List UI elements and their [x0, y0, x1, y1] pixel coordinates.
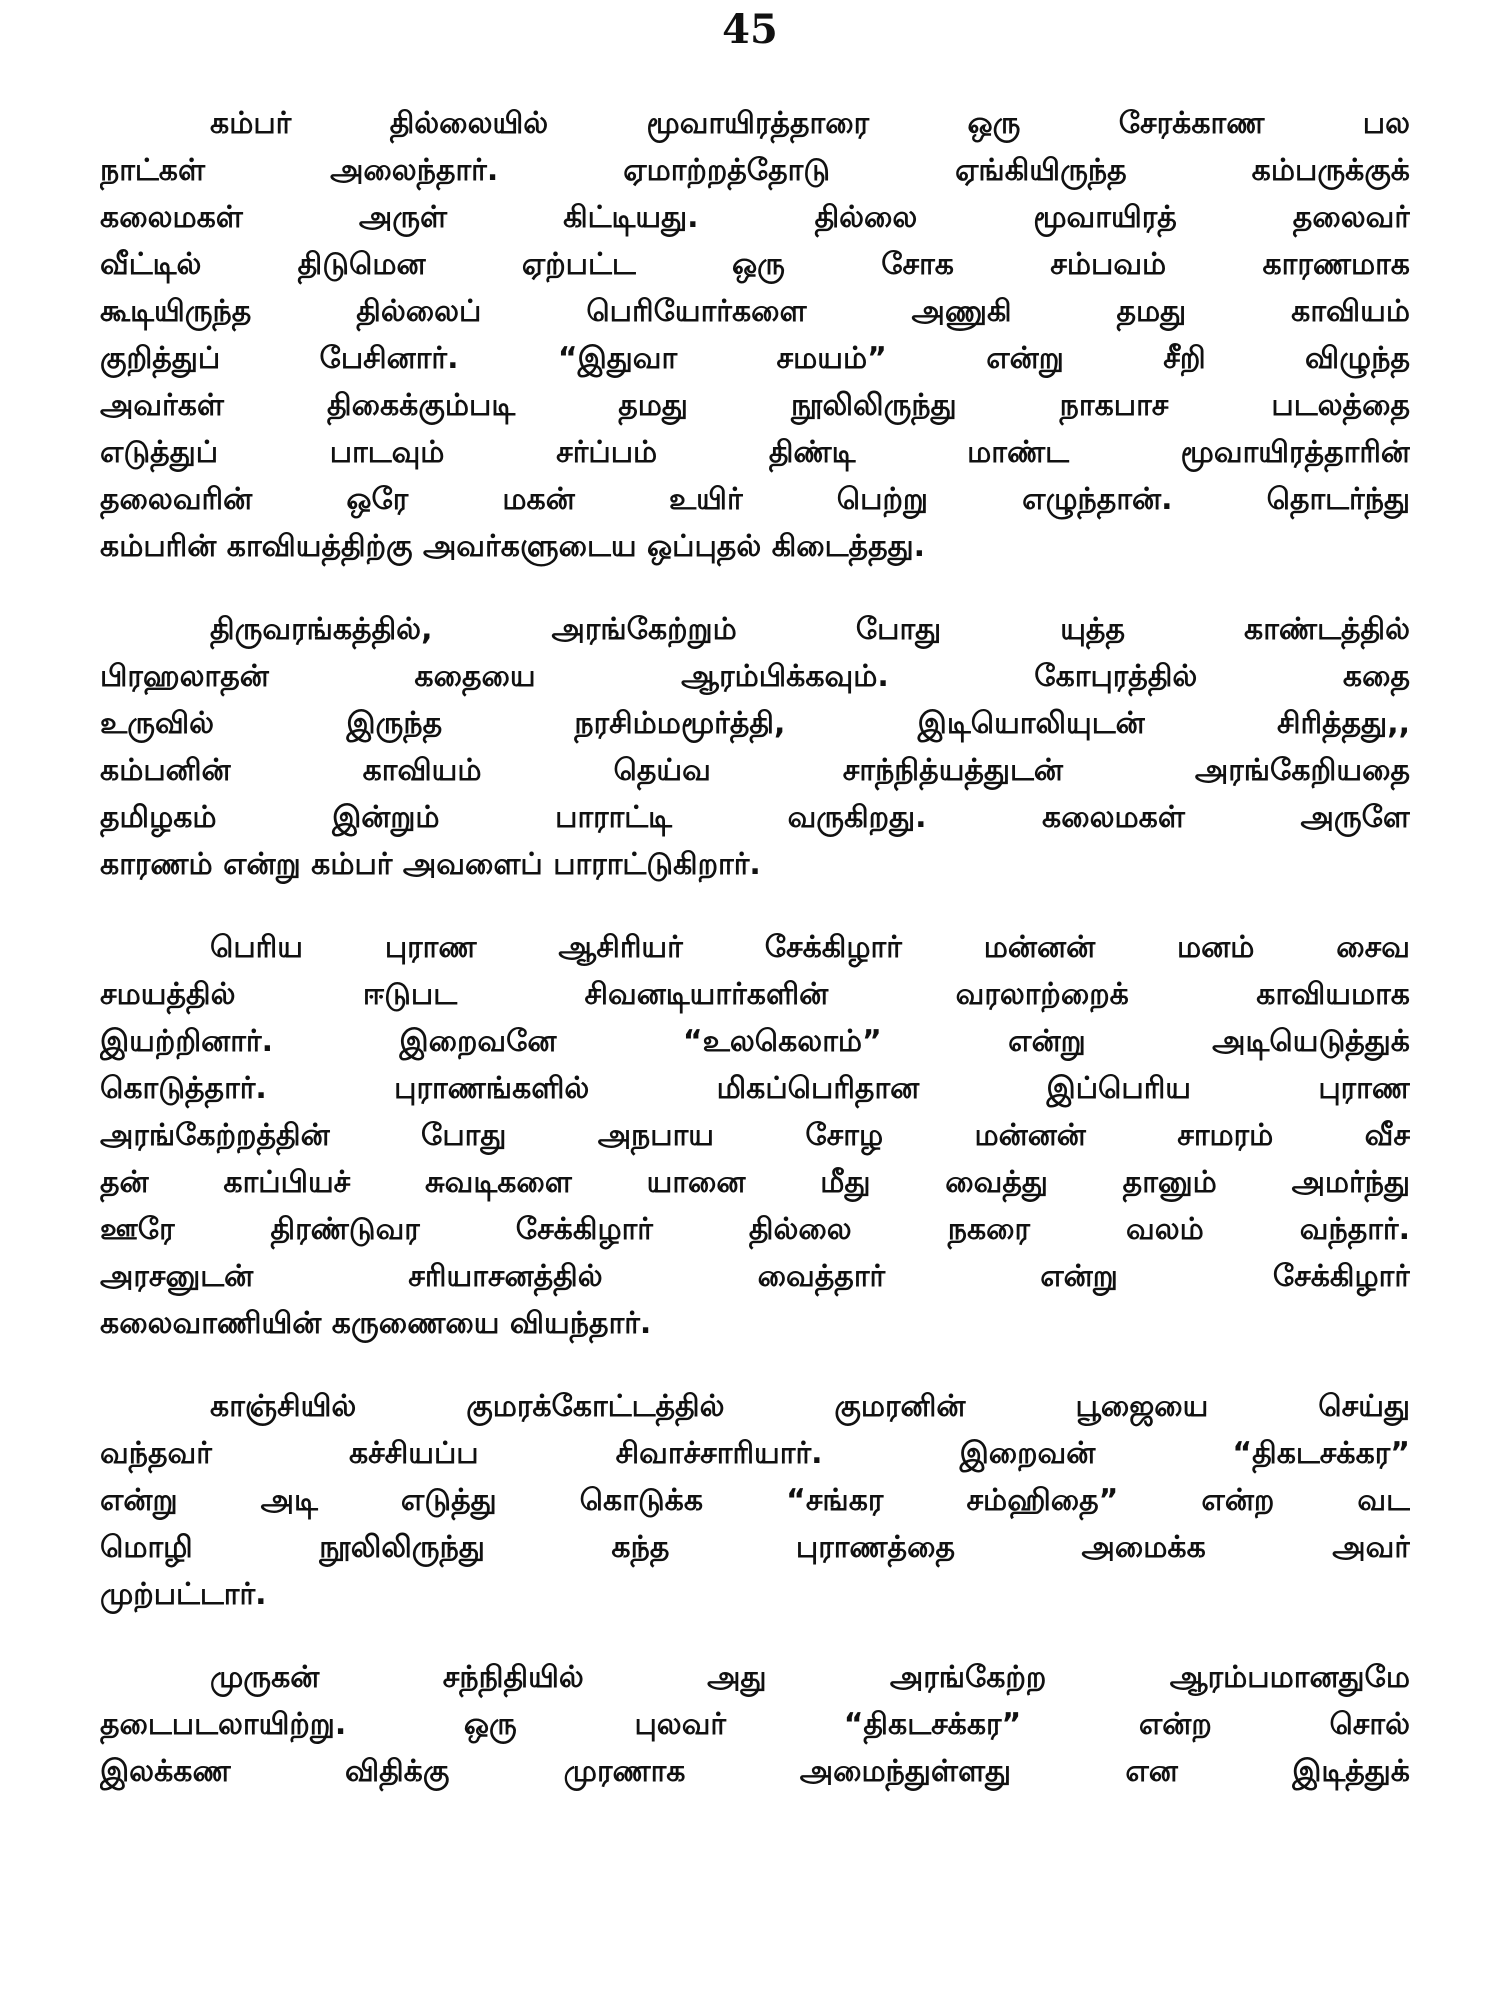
text-line: அவர்கள் திகைக்கும்படி தமது நூலிலிருந்து நாகபாச படலத்தை [100, 388, 1410, 423]
text-line: தலைவரின் ஒரே மகன் உயிர் பெற்று எழுந்தான். தொடர்ந்து [100, 482, 1410, 517]
text-line: காஞ்சியில் குமரக்கோட்டத்தில் குமரனின் பூஜையை செய்து [210, 1389, 1410, 1424]
text-line: கலைவாணியின் கருணையை வியந்தார். [100, 1306, 652, 1341]
text-line: கம்பரின் காவியத்திற்கு அவர்களுடைய ஒப்புதல் கிடைத்தது. [100, 529, 926, 564]
text-line: கம்பர் தில்லையில் மூவாயிரத்தாரை ஒரு சேரக்காண பல [210, 106, 1410, 141]
paragraph [100, 606, 1410, 888]
text-line: சமயத்தில் ஈடுபட சிவனடியார்களின் வரலாற்றைக் காவியமாக [100, 977, 1410, 1012]
text-line: முற்பட்டார். [100, 1577, 267, 1612]
text-line: வீட்டில் திடுமென ஏற்பட்ட ஒரு சோக சம்பவம் காரணமாக [100, 247, 1410, 282]
text-line: திருவரங்கத்தில், அரங்கேற்றும் போது யுத்த காண்டத்தில் [210, 612, 1410, 647]
text-line: பிரஹலாதன் கதையை ஆரம்பிக்கவும். கோபுரத்தில் கதை [100, 659, 1410, 694]
text-line: அரங்கேற்றத்தின் போது அநபாய சோழ மன்னன் சாமரம் வீச [100, 1118, 1410, 1153]
text-line: தடைபடலாயிற்று. ஒரு புலவர் “திகடசக்கர” என்ற சொல் [100, 1707, 1410, 1742]
text-line: இலக்கண விதிக்கு முரணாக அமைந்துள்ளது என இடித்துக் [100, 1754, 1410, 1789]
text-line: கம்பனின் காவியம் தெய்வ சாந்நித்யத்துடன் அரங்கேறியதை [100, 753, 1410, 788]
text-line: ஊரே திரண்டுவர சேக்கிழார் தில்லை நகரை வலம் வந்தார். [100, 1212, 1410, 1247]
paragraph [100, 924, 1410, 1347]
text-line: தன் காப்பியச் சுவடிகளை யானை மீது வைத்து தானும் அமர்ந்து [100, 1165, 1410, 1200]
text-line: உருவில் இருந்த நரசிம்மமூர்த்தி, இடியொலியுடன் சிரித்தது,, [100, 706, 1410, 741]
text-line: என்று அடி எடுத்து கொடுக்க “சங்கர சம்ஹிதை” என்ற வட [100, 1483, 1410, 1518]
page-number: 45 [722, 6, 778, 53]
text-line: நாட்கள் அலைந்தார். ஏமாற்றத்தோடு ஏங்கியிருந்த கம்பருக்குக் [100, 153, 1410, 188]
text-line: கொடுத்தார். புராணங்களில் மிகப்பெரிதான இப்பெரிய புராண [100, 1071, 1410, 1106]
text-line: இயற்றினார். இறைவனே “உலகெலாம்” என்று அடியெடுத்துக் [100, 1024, 1410, 1059]
text-line: குறித்துப் பேசினார். “இதுவா சமயம்” என்று சீறி விழுந்த [100, 341, 1410, 376]
text-line: வந்தவர் கச்சியப்ப சிவாச்சாரியார். இறைவன் “திகடசக்கர” [100, 1436, 1410, 1471]
text-line: தமிழகம் இன்றும் பாராட்டி வருகிறது. கலைமகள் அருளே [100, 800, 1410, 835]
paragraph [100, 1654, 1410, 1795]
paragraph [100, 1383, 1410, 1618]
text-line: முருகன் சந்நிதியில் அது அரங்கேற்ற ஆரம்பமானதுமே [210, 1660, 1410, 1695]
paragraph [100, 100, 1410, 570]
text-line: கூடியிருந்த தில்லைப் பெரியோர்களை அணுகி தமது காவியம் [100, 294, 1410, 329]
text-line: காரணம் என்று கம்பர் அவளைப் பாராட்டுகிறார். [100, 847, 761, 882]
text-line: பெரிய புராண ஆசிரியர் சேக்கிழார் மன்னன் மனம் சைவ [210, 930, 1410, 965]
text-line: எடுத்துப் பாடவும் சர்ப்பம் திண்டி மாண்ட மூவாயிரத்தாரின் [100, 435, 1410, 470]
text-line: அரசனுடன் சரியாசனத்தில் வைத்தார் என்று சேக்கிழார் [100, 1259, 1410, 1294]
text-line: மொழி நூலிலிருந்து கந்த புராணத்தை அமைக்க அவர் [100, 1530, 1410, 1565]
page-body-text [100, 100, 1410, 1831]
text-line: கலைமகள் அருள் கிட்டியது. தில்லை மூவாயிரத் தலைவர் [100, 200, 1410, 235]
